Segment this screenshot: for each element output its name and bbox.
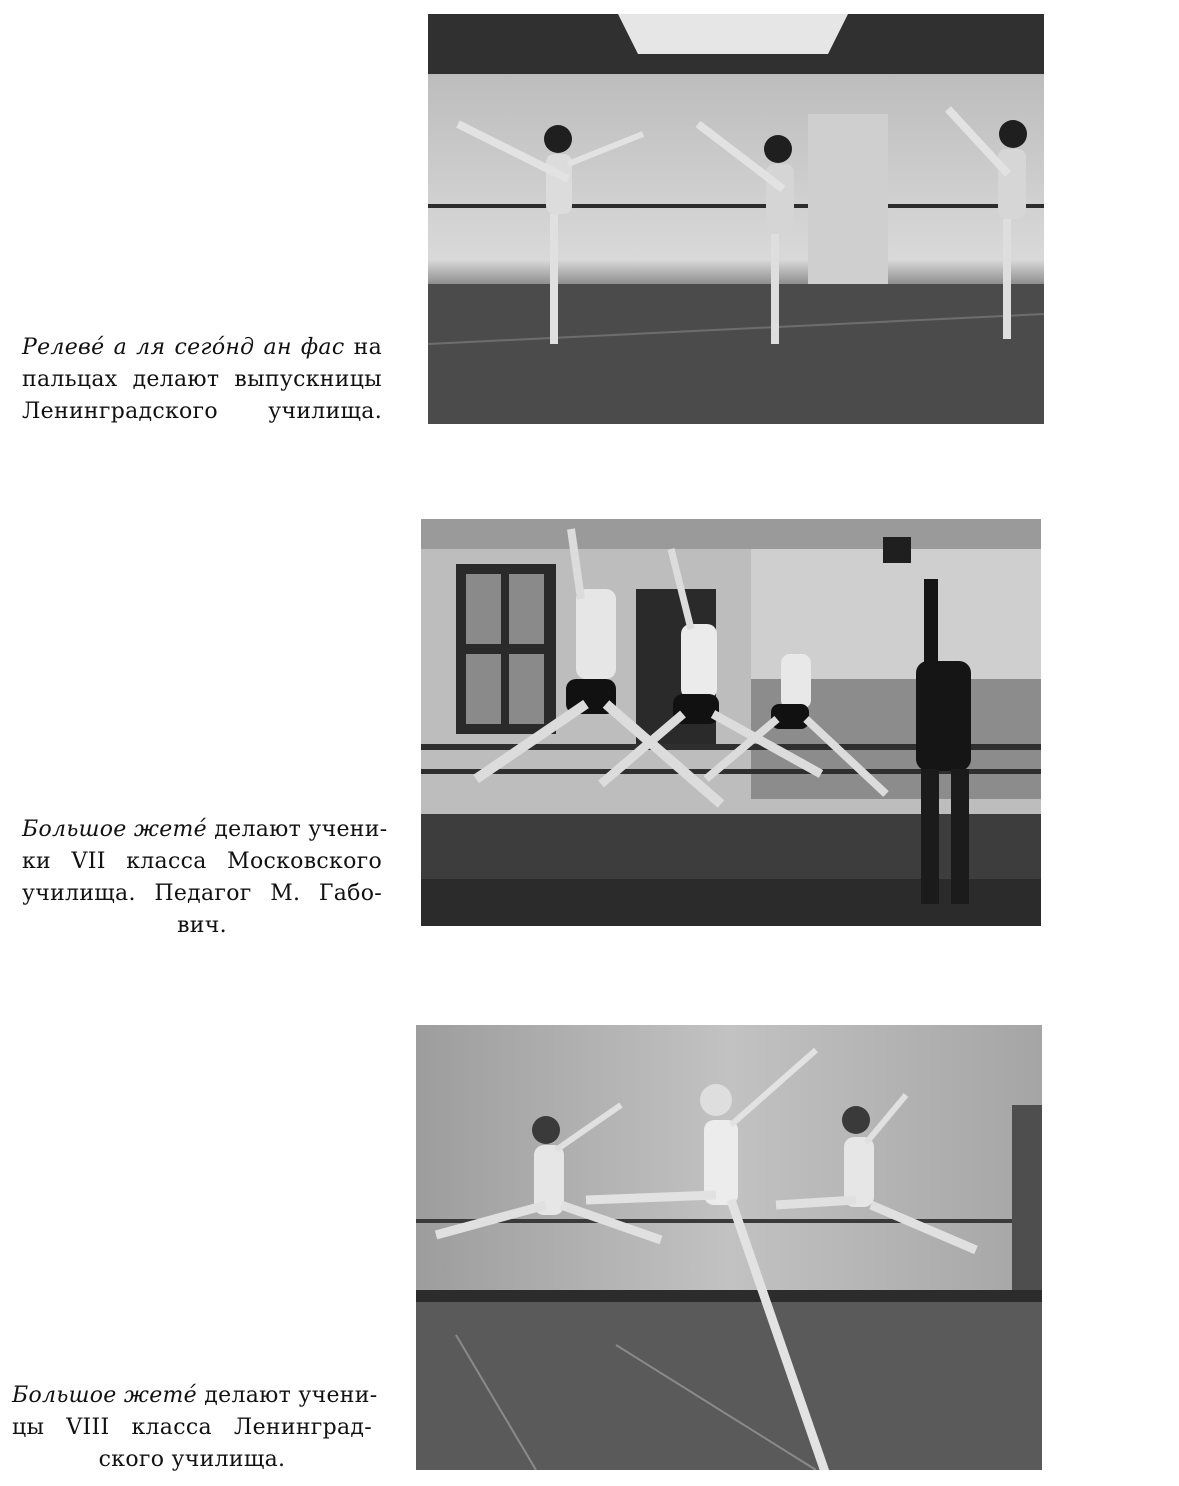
caption-line: училища. Педагог М. Габо- xyxy=(22,881,382,906)
caption-line xyxy=(22,332,382,364)
caption-emphasis: Большое жете́ xyxy=(22,817,208,842)
caption-line: вич. xyxy=(177,913,227,938)
caption-figure-1 xyxy=(22,332,382,428)
caption-figure-3 xyxy=(12,1380,378,1476)
caption-line: ки VII класса Московского xyxy=(22,849,382,874)
caption-line: Ленинградского училища. xyxy=(22,399,382,424)
photograph-icon xyxy=(428,14,1044,424)
caption-line: цы VIII класса Ленинград- xyxy=(12,1415,372,1440)
photo-grand-jete-moscow xyxy=(421,519,1041,926)
caption-line: пальцах делают выпускницы xyxy=(22,367,382,392)
photograph-icon xyxy=(416,1025,1042,1470)
caption-text: делают учени- xyxy=(207,817,388,842)
caption-emphasis: Большое жете́ xyxy=(12,1383,198,1408)
caption-emphasis: Релеве́ а ля сего́нд ан фас xyxy=(22,335,345,360)
caption-text: делают учени- xyxy=(197,1383,378,1408)
caption-line xyxy=(22,814,388,846)
photo-grand-jete-leningrad xyxy=(416,1025,1042,1470)
caption-text: на xyxy=(344,335,382,360)
photo-releve-leningrad xyxy=(428,14,1044,424)
caption-figure-2 xyxy=(22,814,388,942)
photograph-icon xyxy=(421,519,1041,926)
caption-line xyxy=(12,1380,378,1412)
caption-line: ского училища. xyxy=(98,1447,286,1472)
